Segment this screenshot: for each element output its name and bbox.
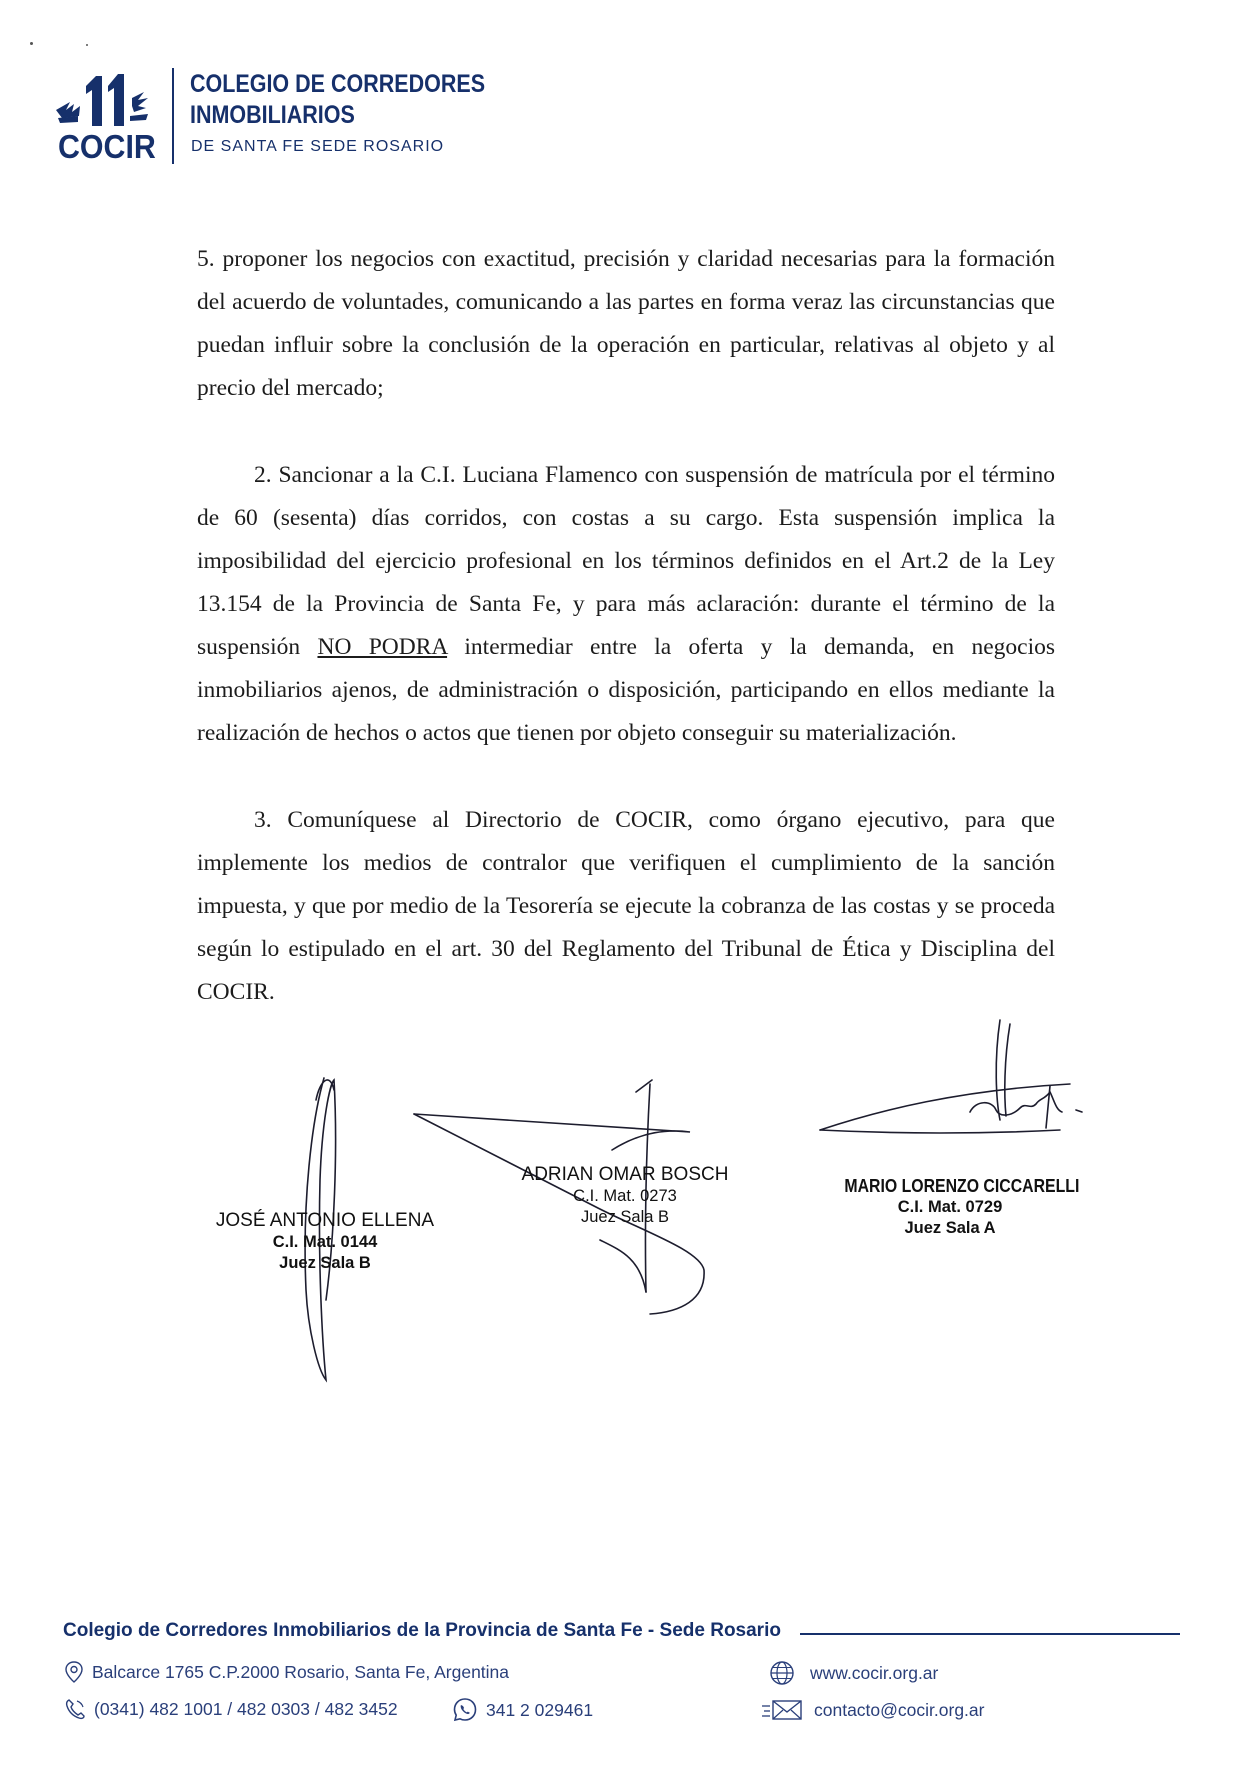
cocir-logo [52,66,156,166]
letterhead [52,66,486,166]
globe-icon [768,1660,796,1686]
logo-wordmark: COCIR [58,128,156,165]
org-name-line1: COLEGIO DE CORREDORES [190,70,486,98]
location-pin-icon [64,1660,84,1684]
logo-emblem-icon [52,66,152,130]
signer-matricula: C.I. Mat. 0144 [272,1233,378,1251]
phone-text[interactable]: (0341) 482 1001 / 482 0303 / 482 3452 [94,1698,398,1719]
phone-icon [64,1697,86,1721]
paragraph-resolution-2 [197,454,1055,755]
footer-website [768,1660,938,1686]
signer-name: JOSÉ ANTONIO ELLENA [215,1210,435,1231]
org-name-line3: DE SANTA FE SEDE ROSARIO [191,138,445,155]
org-name-line2: INMOBILIARIOS [190,101,355,129]
footer-title: Colegio de Corredores Inmobiliarios de la Provincia de Santa Fe - Sede Rosario [63,1620,781,1641]
signer-role: Juez Sala A [904,1219,996,1237]
scan-speck [86,44,88,46]
signature-ciccarelli [830,1176,1080,1239]
paragraph-resolution-2-part2: intermediar entre la oferta y la demanda, en negocios inmobiliarios ajenos, de administración o disposición, participando en ellos mediante la realización de hechos o actos que tienen por objeto conseguir su materialización. [197,634,1055,746]
letterhead-divider [172,68,174,164]
document-body [197,238,1055,1014]
emphasis-no-podra: NO PODRA [317,634,448,660]
whatsapp-text[interactable]: 341 2 029461 [486,1699,594,1720]
signer-role: Juez Sala B [580,1208,670,1226]
envelope-icon [760,1697,804,1723]
email-link[interactable]: contacto@cocir.org.ar [814,1699,985,1720]
signer-matricula: C.I. Mat. 0273 [573,1187,677,1205]
signature-ellena [200,1210,450,1274]
paragraph-item-5: 5. proponer los negocios con exactitud, precisión y claridad necesarias para la formación del acuerdo de voluntades, comunicando a las partes en forma veraz las circunstancias que puedan influir sobre la conclusión de la operación en particular, relativas al objeto y al precio del mercado; [197,246,1055,401]
whatsapp-icon [452,1697,478,1723]
address-text: Balcarce 1765 C.P.2000 Rosario, Santa Fe, Argentina [92,1661,510,1682]
signature-bosch [510,1164,740,1228]
signer-name: MARIO LORENZO CICCARELLI [844,1176,1080,1196]
paragraph-resolution-2-part1: 2. Sancionar a la C.I. Luciana Flamenco con suspensión de matrícula por el término de 60 (sesenta) días corridos, con costas a su cargo. Esta suspensión implica la imposibilidad del ejercicio profesional en los términos definidos en el Art.2 de la Ley 13.154 de la Provincia de Santa Fe, y para más aclaración: durante el término de la suspensión [197,462,1055,660]
footer-email [760,1697,984,1723]
signer-matricula: C.I. Mat. 0729 [897,1198,1003,1216]
footer-whatsapp [452,1697,593,1723]
website-link[interactable]: www.cocir.org.ar [810,1662,939,1683]
footer-phone [64,1697,398,1721]
signer-role: Juez Sala B [279,1254,371,1272]
footer-address [64,1660,509,1684]
footer-rule [800,1633,1180,1635]
paragraph-resolution-3: 3. Comuníquese al Directorio de COCIR, como órgano ejecutivo, para que implemente los medios de contralor que verifiquen el cumplimiento de la sanción impuesta, y que por medio de la Tesorería se ejecute la cobranza de las costas y se proceda según lo estipulado en el art. 30 del Reglamento del Tribunal de Ética y Disciplina del COCIR. [197,807,1055,1005]
scan-speck [30,42,33,45]
signer-name: ADRIAN OMAR BOSCH [521,1164,729,1185]
